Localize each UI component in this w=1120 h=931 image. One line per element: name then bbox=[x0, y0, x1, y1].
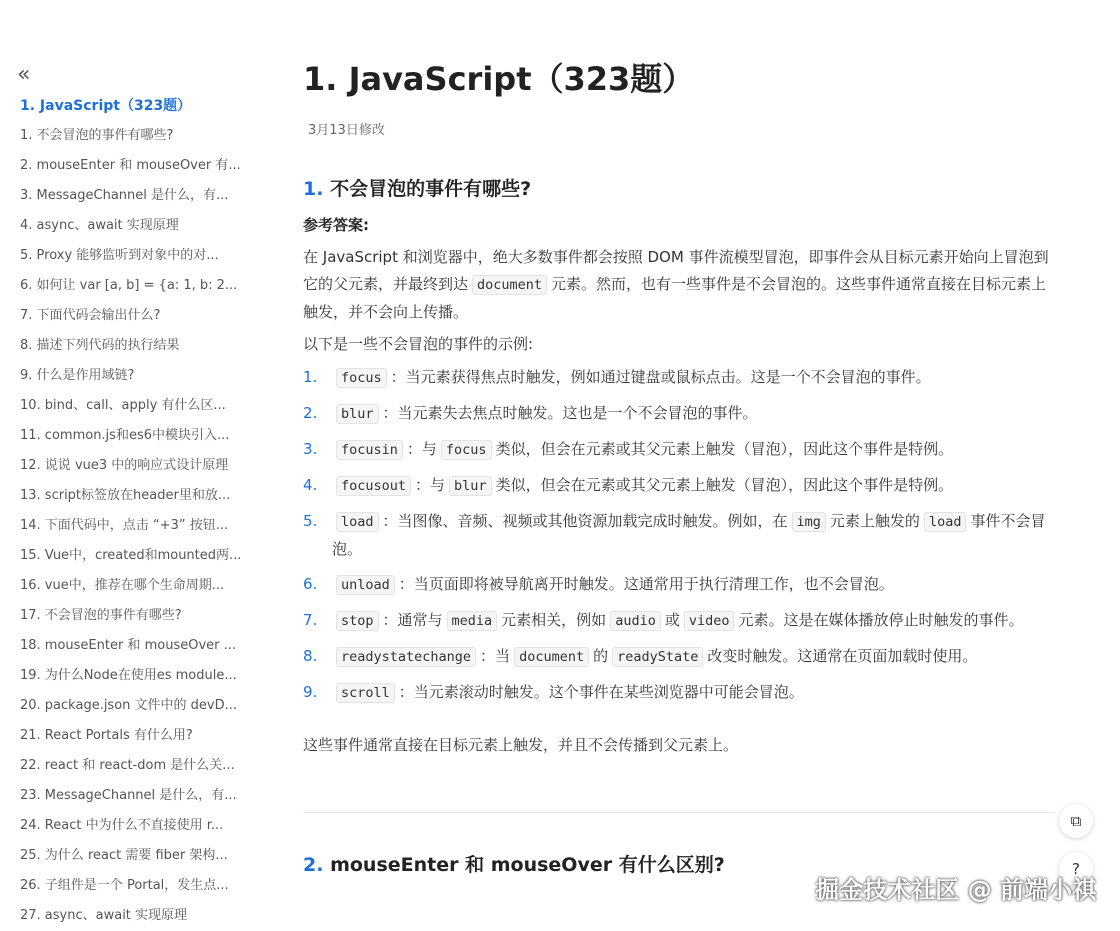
section-title: mouseEnter 和 mouseOver 有什么区别? bbox=[330, 854, 725, 876]
list-number: 6. bbox=[303, 575, 318, 593]
section-title: 不会冒泡的事件有哪些? bbox=[330, 178, 532, 200]
list-item bbox=[303, 679, 1055, 707]
list-item bbox=[303, 607, 1055, 635]
toc-item[interactable]: 13. script标签放在header里和放... bbox=[20, 488, 231, 503]
list-text: 元素相关，例如 bbox=[501, 611, 607, 629]
toc-item[interactable]: 25. 为什么 react 需要 fiber 架构... bbox=[20, 848, 228, 863]
list-number: 4. bbox=[303, 476, 318, 494]
toc-item[interactable]: 22. react 和 react-dom 是什么关... bbox=[20, 758, 235, 773]
toc-item[interactable]: 8. 描述下列代码的执行结果 bbox=[20, 338, 180, 353]
inline-code: unload bbox=[336, 575, 395, 595]
toc-list bbox=[20, 91, 252, 931]
list-item bbox=[303, 571, 1055, 599]
list-text: ：当 bbox=[480, 647, 511, 665]
help-icon[interactable]: ? bbox=[1059, 852, 1093, 886]
inline-code: stop bbox=[336, 611, 379, 631]
summary-paragraph: 这些事件通常直接在目标元素上触发，并且不会传播到父元素上。 bbox=[303, 736, 739, 754]
intro-text-b: 元素。然而，也有一些事件是不会冒泡的。这些事件通常直接在目标元素上触发，并不会向上传播。 bbox=[303, 275, 1047, 321]
list-number: 9. bbox=[303, 683, 318, 701]
list-text: 类似，但会在元素或其父元素上触发（冒泡），因此这个事件是特例。 bbox=[495, 440, 954, 458]
inline-code: audio bbox=[610, 611, 661, 631]
modified-date: 3月13日修改 bbox=[308, 123, 385, 138]
inline-code: scroll bbox=[336, 683, 395, 703]
toc-item[interactable]: 27. async、await 实现原理 bbox=[20, 908, 188, 923]
list-item bbox=[303, 508, 1055, 563]
inline-code: blur bbox=[449, 476, 492, 496]
copy-icon[interactable]: ⧉ bbox=[1059, 804, 1093, 838]
list-number: 3. bbox=[303, 440, 318, 458]
list-text: ：当元素获得焦点时触发，例如通过键盘或鼠标点击。这是一个不会冒泡的事件。 bbox=[390, 368, 931, 386]
list-text: 改变时触发。这通常在页面加载时使用。 bbox=[707, 647, 978, 665]
toc-item[interactable]: 26. 子组件是一个 Portal，发生点... bbox=[20, 878, 229, 893]
list-item bbox=[303, 643, 1055, 671]
toc-item[interactable]: 3. MessageChannel 是什么，有... bbox=[20, 188, 229, 203]
page-title: 1. JavaScript（323题） bbox=[303, 60, 695, 98]
inline-code: media bbox=[447, 611, 498, 631]
inline-code: load bbox=[336, 512, 379, 532]
list-text: ：通常与 bbox=[382, 611, 443, 629]
answer-label: 参考答案: bbox=[303, 216, 369, 234]
list-text: ：当页面即将被导航离开时触发。这通常用于执行清理工作，也不会冒泡。 bbox=[398, 575, 894, 593]
inline-code: focus bbox=[441, 440, 492, 460]
list-text: ：与 bbox=[415, 476, 446, 494]
watermark: 掘金技术社区 @ 前端小祺 bbox=[815, 876, 1096, 904]
toc-item[interactable]: 10. bind、call、apply 有什么区... bbox=[20, 398, 226, 413]
toc-item[interactable]: 17. 不会冒泡的事件有哪些? bbox=[20, 608, 182, 623]
inline-code: readystatechange bbox=[336, 647, 476, 667]
list-item bbox=[303, 400, 1055, 428]
inline-code: readyState bbox=[612, 647, 703, 667]
inline-code: load bbox=[924, 512, 967, 532]
inline-code: video bbox=[684, 611, 735, 631]
toc-item[interactable]: 4. async、await 实现原理 bbox=[20, 218, 179, 233]
list-text: 类似，但会在元素或其父元素上触发（冒泡），因此这个事件是特例。 bbox=[495, 476, 954, 494]
list-item bbox=[303, 436, 1055, 464]
list-number: 1. bbox=[303, 368, 318, 386]
inline-code: focus bbox=[336, 368, 387, 388]
intro-paragraph bbox=[303, 244, 1055, 326]
toc-item[interactable]: 16. vue中，推荐在哪个生命周期... bbox=[20, 578, 225, 593]
list-number: 8. bbox=[303, 647, 318, 665]
intro-text-a: 在 JavaScript 和浏览器中，绝大多数事件都会按照 DOM 事件流模型冒泡，即事件会从目标元素开始向上冒泡到它的父元素，并最终到达 bbox=[303, 248, 1049, 293]
toc-item[interactable]: 5. Proxy 能够监听到对象中的对... bbox=[20, 248, 219, 263]
inline-code: document bbox=[514, 647, 589, 667]
list-text: 事件不会冒泡。 bbox=[332, 512, 1046, 558]
toc-item[interactable]: 6. 如何让 var [a, b] = {a: 1, b: 2... bbox=[20, 278, 238, 293]
list-text: 元素上触发的 bbox=[829, 512, 920, 530]
list-text: 或 bbox=[664, 611, 680, 629]
list-intro: 以下是一些不会冒泡的事件的示例: bbox=[303, 335, 534, 353]
toc-item[interactable]: 24. React 中为什么不直接使用 r... bbox=[20, 818, 224, 833]
list-item bbox=[303, 472, 1055, 500]
section-heading bbox=[303, 850, 725, 877]
toc-item[interactable]: 20. package.json 文件中的 devD... bbox=[20, 698, 238, 713]
toc-item[interactable]: 12. 说说 vue3 中的响应式设计原理 bbox=[20, 458, 229, 473]
toc-item[interactable]: 7. 下面代码会输出什么? bbox=[20, 308, 161, 323]
list-number: 2. bbox=[303, 404, 318, 422]
toc-item[interactable]: 19. 为什么Node在使用es module... bbox=[20, 668, 237, 683]
toc-item[interactable]: 15. Vue中，created和mounted两... bbox=[20, 548, 242, 563]
list-text: 元素。这是在媒体播放停止时触发的事件。 bbox=[738, 611, 1024, 629]
section-number: 2. bbox=[303, 854, 324, 876]
toc-item[interactable]: 14. 下面代码中，点击 “+3” 按钮... bbox=[20, 518, 229, 533]
list-text: ：当元素失去焦点时触发。这也是一个不会冒泡的事件。 bbox=[382, 404, 758, 422]
inline-code: focusin bbox=[336, 440, 403, 460]
inline-code: blur bbox=[336, 404, 379, 424]
toc-sidebar bbox=[0, 0, 260, 926]
section-number: 1. bbox=[303, 178, 324, 200]
list-text: ：当图像、音频、视频或其他资源加载完成时触发。例如，在 bbox=[382, 512, 788, 530]
toc-item[interactable]: 21. React Portals 有什么用? bbox=[20, 728, 193, 743]
toc-item[interactable]: 11. common.js和es6中模块引入... bbox=[20, 428, 230, 443]
list-text: 的 bbox=[593, 647, 609, 665]
collapse-sidebar-icon[interactable]: « bbox=[17, 62, 25, 87]
toc-item[interactable]: 9. 什么是作用域链? bbox=[20, 368, 135, 383]
section-heading bbox=[303, 174, 531, 201]
list-text: ：当元素滚动时触发。这个事件在某些浏览器中可能会冒泡。 bbox=[398, 683, 804, 701]
toc-item[interactable]: 2. mouseEnter 和 mouseOver 有... bbox=[20, 158, 241, 173]
toc-item[interactable]: 1. 不会冒泡的事件有哪些? bbox=[20, 128, 174, 143]
event-list bbox=[303, 364, 1055, 715]
toc-item[interactable]: 18. mouseEnter 和 mouseOver ... bbox=[20, 638, 237, 653]
toc-item[interactable]: 1. JavaScript（323题） bbox=[20, 98, 192, 114]
divider bbox=[303, 812, 1055, 813]
list-number: 5. bbox=[303, 512, 318, 530]
inline-code: focusout bbox=[336, 476, 411, 496]
inline-code: document bbox=[472, 275, 547, 295]
list-number: 7. bbox=[303, 611, 318, 629]
list-text: ：与 bbox=[406, 440, 437, 458]
toc-item[interactable]: 23. MessageChannel 是什么，有... bbox=[20, 788, 237, 803]
list-item bbox=[303, 364, 1055, 392]
inline-code: img bbox=[792, 512, 826, 532]
